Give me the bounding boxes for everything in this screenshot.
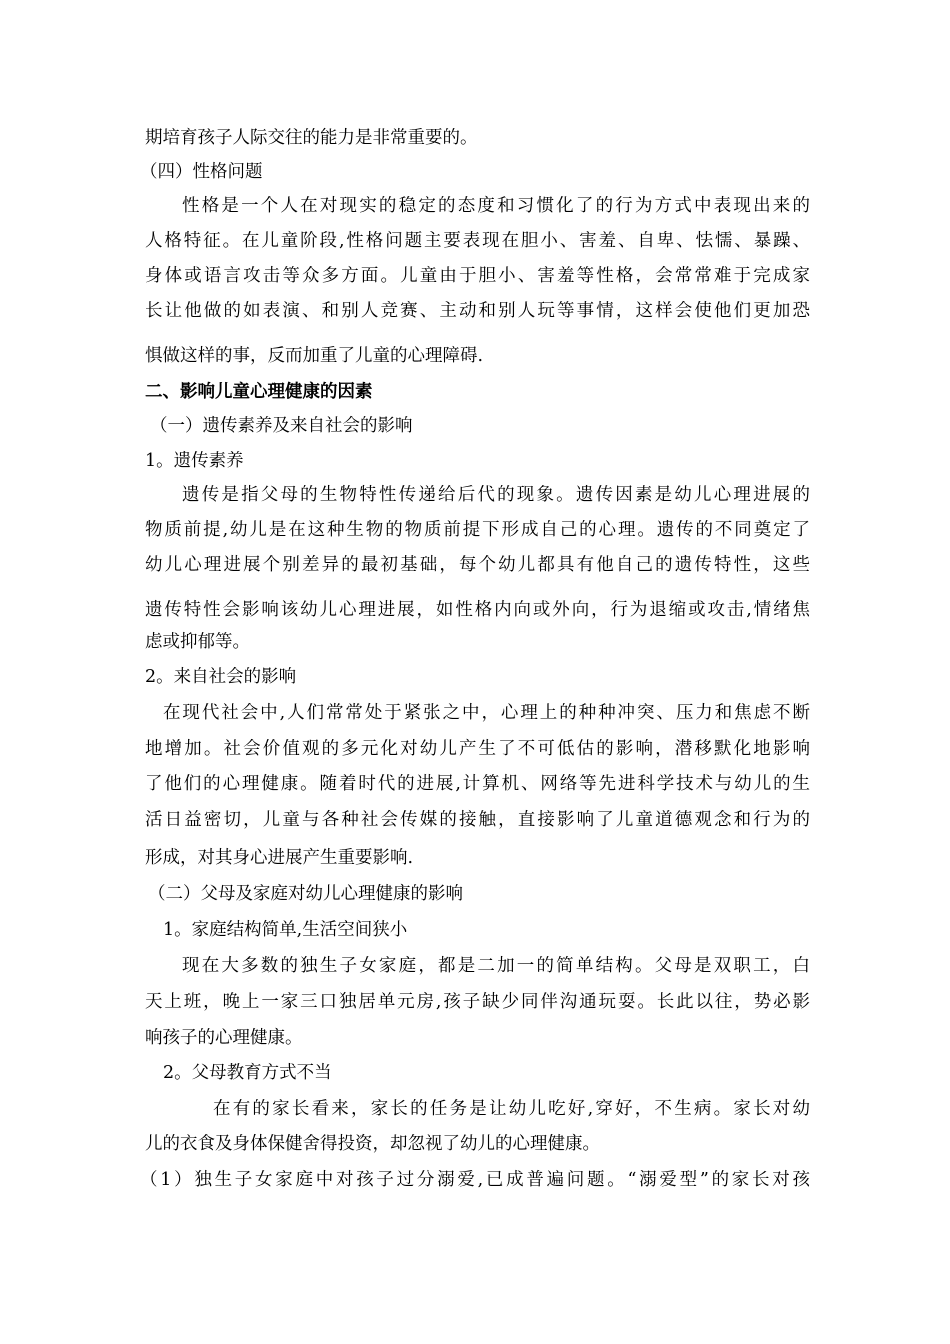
text-line: 物质前提,幼儿是在这种生物的物质前提下形成自己的心理。遗传的不同奠定了 — [145, 520, 810, 540]
text-line: 响孩子的心理健康。 — [145, 1028, 303, 1048]
text-line: 幼儿心理进展个别差异的最初基础，每个幼儿都具有他自己的遗传特性，这些 — [145, 555, 810, 575]
text-line: 现在大多数的独生子女家庭，都是二加一的简单结构。父母是双职工，白 — [182, 956, 810, 976]
text-line: 在有的家长看来，家长的任务是让幼儿吃好,穿好，不生病。家长对幼 — [213, 1099, 810, 1119]
text-line: 形成，对其身心进展产生重要影响. — [145, 848, 414, 868]
text-line: 儿的衣食及身体保健舍得投资，却忽视了幼儿的心理健康。 — [145, 1134, 600, 1154]
text-line: 天上班，晚上一家三口独居单元房,孩子缺少同伴沟通玩耍。长此以往，势必影 — [145, 992, 810, 1012]
subsection-heading: 2。父母教育方式不当 — [163, 1063, 332, 1083]
subsection-heading: 2。来自社会的影响 — [145, 667, 297, 687]
text-line: 在现代社会中,人们常常处于紧张之中，心理上的种种冲突、压力和焦虑不断 — [163, 703, 810, 723]
text-line: 活日益密切，儿童与各种社会传媒的接触，直接影响了儿童道德观念和行为的 — [145, 810, 810, 830]
text-line: 性格是一个人在对现实的稳定的态度和习惯化了的行为方式中表现出来的 — [182, 196, 810, 216]
subsection-heading: 1。遗传素养 — [145, 451, 244, 471]
text-line: 身体或语言攻击等众多方面。儿童由于胆小、害羞等性格，会常常难于完成家 — [145, 266, 810, 286]
text-line: 长让他做的如表演、和别人竞赛、主动和别人玩等事情，这样会使他们更加恐 — [145, 301, 810, 321]
section-heading: （四）性格问题 — [140, 162, 263, 182]
section-heading: （二）父母及家庭对幼儿心理健康的影响 — [148, 884, 463, 904]
subsection-heading: 1。家庭结构简单,生活空间狭小 — [163, 920, 408, 940]
text-line: 人格特征。在儿童阶段,性格问题主要表现在胆小、害羞、自卑、怯懦、暴躁、 — [145, 231, 810, 251]
text-line: 惧做这样的事，反而加重了儿童的心理障碍. — [145, 346, 484, 366]
text-line: （1）独生子女家庭中对孩子过分溺爱,已成普遍问题。“溺爱型”的家长对孩 — [140, 1170, 810, 1190]
text-line: 遗传是指父母的生物特性传递给后代的现象。遗传因素是幼儿心理进展的 — [182, 485, 810, 505]
text-line: 遗传特性会影响该幼儿心理进展，如性格内向或外向，行为退缩或攻击,情绪焦 — [145, 600, 810, 620]
text-line: 虑或抑郁等。 — [145, 632, 250, 652]
section-heading: （一）遗传素养及来自社会的影响 — [150, 416, 413, 436]
chapter-heading: 二、影响儿童心理健康的因素 — [145, 382, 373, 402]
text-line: 期培育孩子人际交往的能力是非常重要的。 — [145, 128, 478, 148]
text-line: 地增加。社会价值观的多元化对幼儿产生了不可低估的影响，潜移默化地影响 — [145, 739, 810, 759]
text-line: 了他们的心理健康。随着时代的进展,计算机、网络等先进科学技术与幼儿的生 — [145, 774, 810, 794]
